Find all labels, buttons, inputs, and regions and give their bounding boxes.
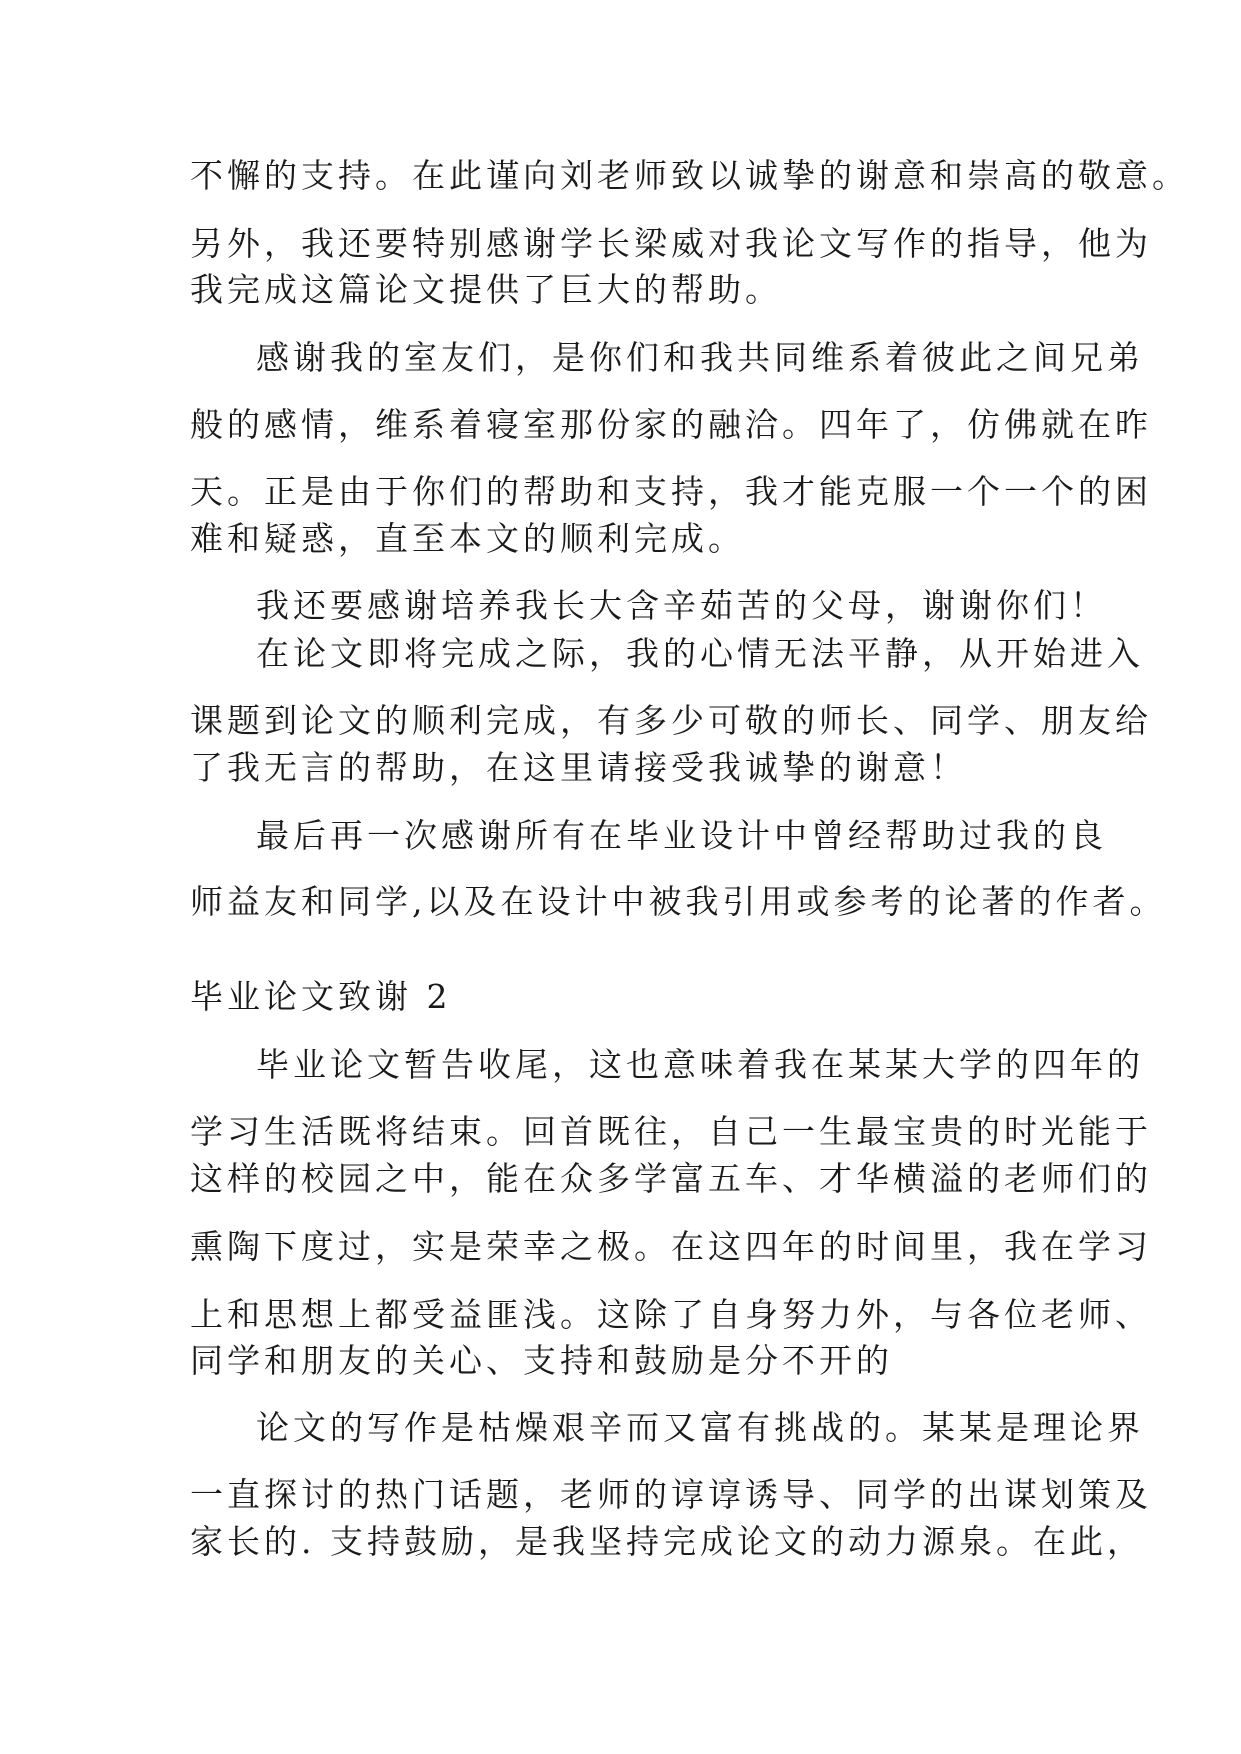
body-line: 了我无言的帮助，在这里请接受我诚挚的谢意！ <box>190 748 967 787</box>
paragraph-first-line: 最后再一次感谢所有在毕业设计中曾经帮助过我的良 <box>256 816 1107 855</box>
paragraph-first-line: 感谢我的室友们，是你们和我共同维系着彼此之间兄弟 <box>256 338 1144 377</box>
body-line: 不懈的支持。在此谨向刘老师致以诚挚的谢意和崇高的敬意。 <box>190 156 1189 195</box>
paragraph-first-line: 毕业论文暂告收尾，这也意味着我在某某大学的四年的 <box>256 1045 1144 1084</box>
body-line: 另外，我还要特别感谢学长梁威对我论文写作的指导，他为 <box>190 224 1152 263</box>
body-line: 我完成这篇论文提供了巨大的帮助。 <box>190 270 782 309</box>
section-heading: 毕业论文致谢 2 <box>190 977 452 1016</box>
body-line: 难和疑惑，直至本文的顺利完成。 <box>190 519 745 558</box>
body-line: 师益友和同学,以及在设计中被我引用或参考的论著的作者。 <box>190 882 1167 921</box>
body-line: 同学和朋友的关心、支持和鼓励是分不开的 <box>190 1341 893 1380</box>
paragraph-first-line: 论文的写作是枯燥艰辛而又富有挑战的。某某是理论界 <box>256 1408 1144 1447</box>
body-line: 熏陶下度过，实是荣幸之极。在这四年的时间里，我在学习 <box>190 1227 1152 1266</box>
body-line: 一直探讨的热门话题，老师的谆谆诱导、同学的出谋划策及 <box>190 1475 1152 1514</box>
paragraph-first-line: 在论文即将完成之际，我的心情无法平静，从开始进入 <box>256 634 1144 673</box>
body-line: 学习生活既将结束。回首既往，自己一生最宝贵的时光能于 <box>190 1112 1152 1151</box>
body-line: 天。正是由于你们的帮助和支持，我才能克服一个一个的困 <box>190 472 1152 511</box>
body-line: 上和思想上都受益匪浅。这除了自身努力外，与各位老师、 <box>190 1295 1152 1334</box>
body-line: 课题到论文的顺利完成，有多少可敬的师长、同学、朋友给 <box>190 701 1152 740</box>
body-line: 般的感情，维系着寝室那份家的融洽。四年了，仿佛就在昨 <box>190 405 1152 444</box>
body-line: 家长的. 支持鼓励，是我坚持完成论文的动力源泉。在此， <box>190 1522 1144 1561</box>
body-line: 这样的校园之中，能在众多学富五车、才华横溢的老师们的 <box>190 1159 1152 1198</box>
paragraph-first-line: 我还要感谢培养我长大含辛茹苦的父母，谢谢你们！ <box>256 586 1107 625</box>
